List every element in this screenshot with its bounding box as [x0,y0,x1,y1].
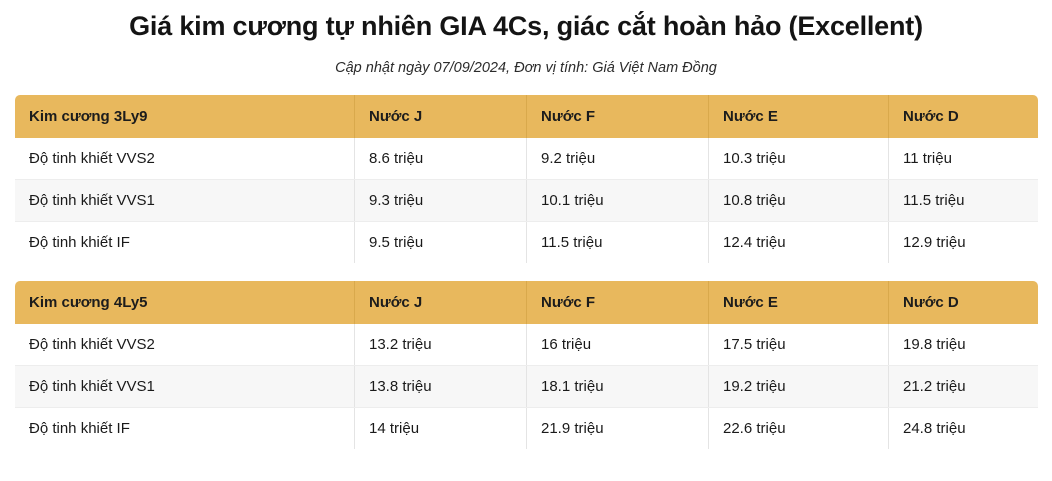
cell-price-j: 13.8 triệu [355,365,527,407]
column-header-color-f: Nước F [527,280,709,324]
cell-clarity: Độ tinh khiết VVS1 [15,365,355,407]
table-row [15,138,1039,180]
page-title: Giá kim cương tự nhiên GIA 4Cs, giác cắt hoàn hảo (Excellent) [129,11,923,41]
column-header-color-e: Nước E [709,94,889,138]
cell-price-d: 11 triệu [889,138,1039,180]
page-subtitle: Cập nhật ngày 07/09/2024, Đơn vị tính: Giá Việt Nam Đồng [335,59,717,76]
cell-price-j: 9.3 triệu [355,179,527,221]
table-header-row [15,94,1039,138]
cell-clarity: Độ tinh khiết VVS1 [15,179,355,221]
price-table-4ly5 [14,280,1039,450]
cell-price-d: 19.8 triệu [889,324,1039,366]
table-row [15,324,1039,366]
cell-price-e: 12.4 triệu [709,221,889,263]
cell-price-f: 16 triệu [527,324,709,366]
table-row [15,365,1039,407]
price-table-3ly9 [14,94,1039,264]
cell-clarity: Độ tinh khiết IF [15,407,355,449]
column-header-color-d: Nước D [889,94,1039,138]
cell-price-e: 22.6 triệu [709,407,889,449]
cell-price-d: 21.2 triệu [889,365,1039,407]
cell-price-e: 17.5 triệu [709,324,889,366]
price-tables [0,94,1052,450]
cell-price-j: 8.6 triệu [355,138,527,180]
table-row [15,407,1039,449]
cell-price-d: 24.8 triệu [903,419,966,437]
cell-price-e: 10.8 triệu [709,179,889,221]
cell-price-f: 9.2 triệu [527,138,709,180]
table-row [15,221,1039,263]
column-header-size: Kim cương 4Ly5 [15,280,355,324]
table-header-row [15,280,1039,324]
column-header-color-e: Nước E [709,280,889,324]
cell-price-e: 19.2 triệu [709,365,889,407]
cell-price-j: 13.2 triệu [355,324,527,366]
column-header-color-d: Nước D [889,280,1039,324]
cell-price-j: 14 triệu [355,407,527,449]
cell-clarity: Độ tinh khiết IF [15,221,355,263]
cell-price-f: 18.1 triệu [527,365,709,407]
cell-price-f: 21.9 triệu [527,407,709,449]
column-header-color-j: Nước J [355,280,527,324]
cell-clarity: Độ tinh khiết VVS2 [15,324,355,366]
column-header-color-j: Nước J [355,94,527,138]
cell-price-j: 9.5 triệu [355,221,527,263]
cell-price-d: 12.9 triệu [903,233,966,251]
cell-price-d: 11.5 triệu [889,179,1039,221]
column-header-color-f: Nước F [527,94,709,138]
cell-clarity: Độ tinh khiết VVS2 [15,138,355,180]
column-header-size: Kim cương 3Ly9 [15,94,355,138]
table-row [15,179,1039,221]
cell-price-f: 11.5 triệu [527,221,709,263]
cell-price-e: 10.3 triệu [709,138,889,180]
cell-price-f: 10.1 triệu [527,179,709,221]
